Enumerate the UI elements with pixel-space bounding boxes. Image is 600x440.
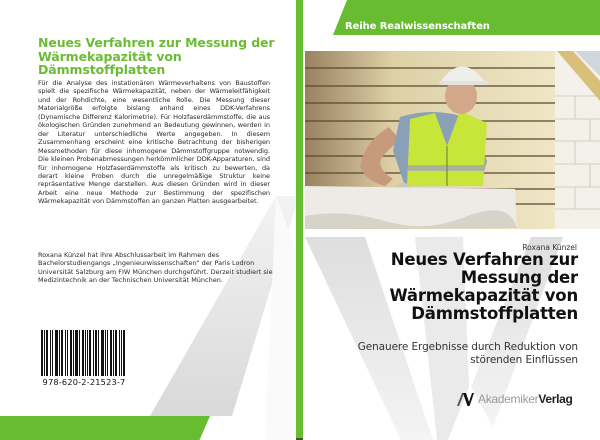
front-cover xyxy=(303,0,600,440)
cover-title-line: Wärmekapazität von xyxy=(389,286,578,305)
book-spine xyxy=(296,0,303,438)
back-cover-green-band xyxy=(0,416,210,440)
author-bio: Roxana Künzel hat ihre Abschlussarbeit im Rahmen des Bachelorstudiengangs „Ingenieurwissenschaften“ der Paris Lodron Universität Salzburg am FIW München durchgeführt. Derzeit studiert sie Medizintechnik an der Technischen Universität München. xyxy=(38,251,273,285)
back-cover-title xyxy=(38,36,278,77)
cover-subtitle xyxy=(308,341,578,366)
av-logo-icon xyxy=(457,393,474,406)
series-label: Reihe Realwissenschaften xyxy=(345,21,490,32)
publisher-name xyxy=(478,392,573,406)
worker-photo-illustration xyxy=(305,51,600,237)
back-title-line: Wärmekapazität von xyxy=(38,48,182,64)
cover-title-line: Dämmstoffplatten xyxy=(411,304,578,323)
publisher-name-suffix: Verlag xyxy=(538,392,573,406)
publisher-name-prefix: Akademiker xyxy=(478,392,539,406)
cover-author: Roxana Künzel xyxy=(522,243,577,252)
isbn-barcode xyxy=(41,330,127,376)
cover-title xyxy=(308,251,578,323)
isbn-number: 978-620-2-21523-7 xyxy=(42,377,126,387)
back-cover-blurb: Für die Analyse des instationären Wärmeverhaltens von Baustoffen spielt die spezifische Wärmekapazität, neben der Wärmeleitfähigkeit und der Rohdichte, eine wesentliche Rolle. Die Messung dieser Materialgröße erfolgte bislang anhand eines DDK-Verfahrens (Dynamische Differenz Kalorimetrie). Für Holzfaserdämmstoffe, die aus ökologischen Gründen zunehmend an Bedeutung gewinnen, werden in der Literatur unterschiedliche Werte angegeben. In diesem Zusammenhang erscheint eine kritische Betrachtung der bisherigen Messmethoden für diese inhomogene Dämmstoffgruppe notwendig. Die kleinen Probenabmessungen herkömmlicher DDK-Apparaturen, sind für inhomogene Holzfaserdämmstoffe als kritisch zu bewerten, da derart kleine Proben durch die unregelmäßige Struktur keine repräsentative Menge darstellen. Aus diesen Gründen wird in dieser Arbeit eine neue Methode zur Bestimmung der spezifischen Wärmekapazität von Dämmstoffen an ganzen Platten ausgearbeitet. xyxy=(38,79,270,206)
back-title-line: Dämmstoffplatten xyxy=(38,62,166,77)
cover-photo xyxy=(305,51,600,237)
cover-title-line: Messung der xyxy=(460,268,578,287)
cover-subtitle-line: Genauere Ergebnisse durch Reduktion von xyxy=(357,341,578,353)
back-cover xyxy=(0,0,296,440)
cover-subtitle-line: störenden Einflüssen xyxy=(470,353,578,366)
publisher-logo xyxy=(457,392,573,406)
cover-title-line: Neues Verfahren zur xyxy=(390,250,578,269)
back-title-line: Neues Verfahren zur Messung der xyxy=(38,35,275,50)
